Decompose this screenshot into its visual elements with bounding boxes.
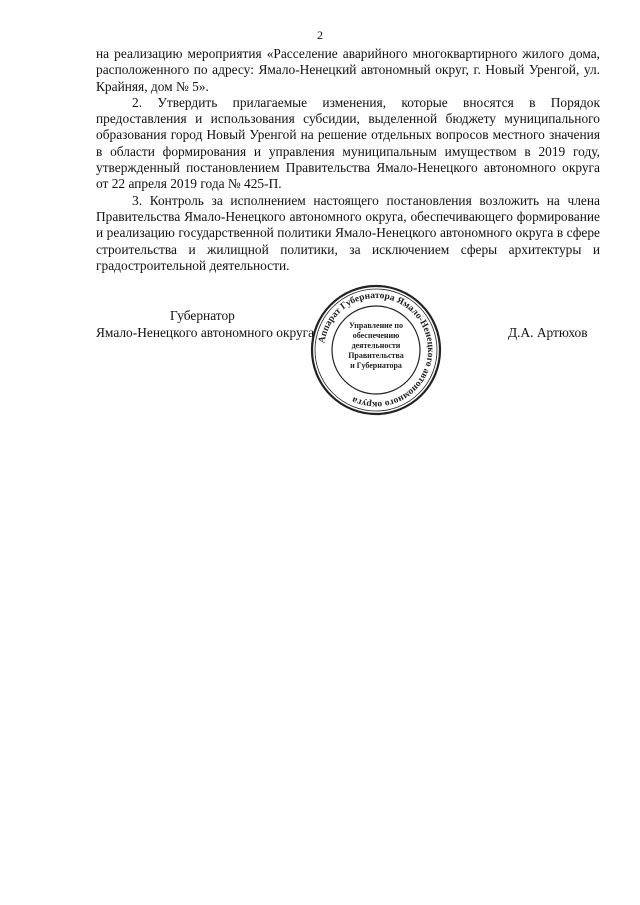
paragraph-3: 3. Контроль за исполнением настоящего постановления возложить на члена Правительства Ямало-Ненецкого автономного округа, обеспечивающего формирование и реализацию государственной политики Ямало-Ненецкого автономного округа в сфере строительства и жилищной политики, за исключением сферы архитектуры и градостроительной деятельности. — [96, 192, 600, 273]
document-body — [96, 46, 600, 274]
page-number: 2 — [317, 28, 323, 42]
signatory-title: Губернатор — [170, 308, 235, 323]
official-seal-stamp — [306, 280, 446, 420]
svg-text:Аппарат Губернатора Ямало-Нене — [317, 291, 435, 409]
seal-center-line-2: обеспечению — [352, 331, 400, 340]
paragraph-1: на реализацию мероприятия «Расселение аварийного многоквартирного жилого дома, расположенного по адресу: Ямало-Ненецкий автономный округ, г. Новый Уренгой, ул. Крайняя, дом № 5». — [96, 46, 600, 94]
seal-center-line-1: Управление по — [349, 321, 403, 330]
signatory-region: Ямало-Ненецкого автономного округа — [96, 325, 315, 340]
seal-ring-text: Аппарат Губернатора Ямало-Ненецкого автономного округа — [317, 290, 436, 410]
paragraph-2: 2. Утвердить прилагаемые изменения, которые вносятся в Порядок предоставления и использования субсидии, выделенной бюджету муниципального образования город Новый Уренгой на решение отдельных вопросов местного значения в области формирования и управления муниципальным имуществом в 2019 году, утвержденный постановлением Правительства Ямало-Ненецкого автономного округа от 22 апреля 2019 года № 425-П. — [96, 94, 600, 192]
seal-center-line-5: и Губернатора — [350, 361, 402, 370]
seal-center-line-3: деятельности — [351, 341, 401, 350]
signatory-name: Д.А. Артюхов — [508, 325, 588, 340]
seal-center-line-4: Правительства — [348, 351, 404, 360]
